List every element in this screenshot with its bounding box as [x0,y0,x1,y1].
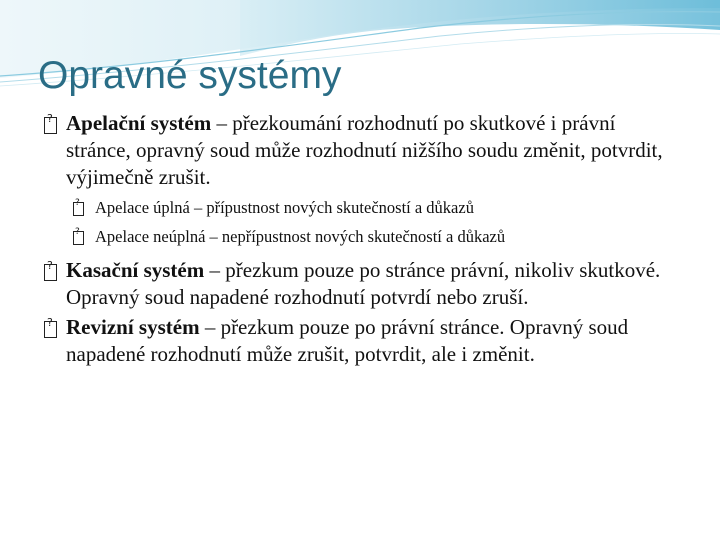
bullet-term: Revizní systém [66,315,200,339]
missing-glyph-box-icon: ? [44,314,64,341]
bullet-text: – přezkum pouze po stránce právní, nikoliv skutkové. Opravný soud napadené rozhodnutí potvrdí nebo zruší. [66,258,661,309]
bullet-term: Kasační systém [66,258,205,282]
bullet-item [44,257,684,311]
bullet-item [73,225,684,249]
bullet-term: Apelační systém [66,111,212,135]
bullet-text: – přezkum pouze po právní stránce. Opravný soud napadené rozhodnutí může zrušit, potvrdit, ale i změnit. [66,315,629,366]
bullet-text: Apelace úplná – přípustnost nových skutečností a důkazů [95,198,474,217]
bullet-text: Apelace neúplná – nepřípustnost nových skutečností a důkazů [95,227,506,246]
slide-title: Opravné systémy [38,54,342,97]
bullet-item [44,110,684,191]
missing-glyph-box-icon: ? [44,257,64,284]
missing-glyph-box-icon: ? [44,110,64,137]
bullet-item [73,196,684,220]
bullet-text: – přezkoumání rozhodnutí po skutkové i právní stránce, opravný soud může rozhodnutí nižšího soudu změnit, potvrdit, výjimečně zrušit. [66,111,663,189]
bullet-item [44,314,684,368]
missing-glyph-box-icon: ? [73,196,93,220]
bullet-list [44,110,684,371]
missing-glyph-box-icon: ? [73,225,93,249]
